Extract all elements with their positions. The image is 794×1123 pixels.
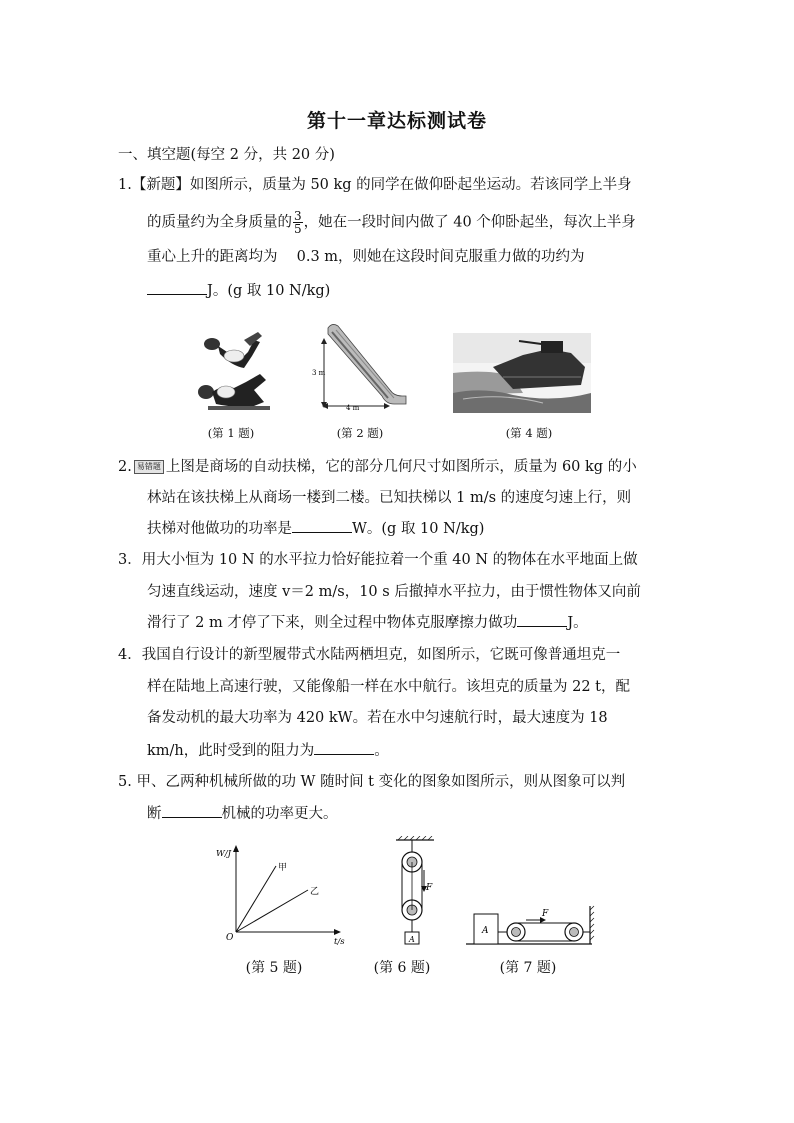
tank-figure [453,333,591,413]
situp-head-bottom [198,385,214,399]
graph-origin: O [226,933,234,943]
y-axis-arrow-icon [233,845,239,852]
horizontal-pulley-figure [462,900,602,950]
q4-line2: 样在陆地上高速行驶，又能像船一样在水中航行。该坦克的质量为 22 t，配 [147,679,630,695]
page-title: 第十一章达标测试卷 [306,110,487,132]
arrow-up-icon [321,338,327,344]
fraction-denominator: 5 [294,222,302,236]
q4-line4a: km/h，此时受到的阻力为 [147,743,315,759]
fig7-force-label: F [542,909,549,919]
answer-blank[interactable] [162,803,222,818]
escalator-handrail [332,332,388,398]
q5-line2 [147,803,338,824]
error-prone-badge: 易错题 [134,460,164,474]
q1-line4-text: J。(g 取 10 N/kg) [207,283,331,299]
fraction [293,210,303,235]
q2-number: 2. [118,459,132,475]
q4-line4b: 。 [374,743,389,759]
caption-fig2: (第 2 题) [336,426,384,440]
line-jia [236,866,276,932]
answer-blank[interactable] [517,612,567,627]
q3-line3a: 滑行了 2 m 才停了下来，则全过程中物体克服摩擦力做功 [147,615,518,631]
load-block-label: A [409,935,415,944]
arrow-right-icon [384,403,390,409]
block-a-label: A [482,926,489,936]
answer-blank[interactable] [314,740,374,755]
q2-line2: 林站在该扶梯上从商场一楼到二楼。已知扶梯以 1 m/s 的速度匀速上行，则 [147,490,632,506]
caption-fig4: (第 4 题) [505,426,553,440]
situp-shirt-top [224,350,244,362]
situp-mat [208,406,270,410]
graph-y-label: W/J [216,849,232,859]
width-label: 4 m [346,404,360,412]
q1-line2b: ，她在一段时间内做了 40 个仰卧起坐，每次上半身 [303,214,636,231]
escalator-figure [310,318,410,412]
tank-turret [541,341,563,353]
situp-figure [188,322,276,414]
escalator-body [328,324,406,404]
q2-line1 [118,457,637,477]
graph-x-label: t/s [334,937,345,947]
label-yi: 乙 [310,887,320,897]
q3-line2: 匀速直线运动，速度 v＝2 m/s，10 s 后撤掉水平拉力，由于惯性物体又向前 [147,584,641,600]
q5-line1: 5. 甲、乙两种机械所做的功 W 随时间 t 变化的图象如图所示，则从图象可以判 [118,774,626,790]
label-jia: 甲 [278,863,288,873]
q1-line2a: 的质量约为全身质量的 [147,214,292,231]
q2-line3b: W。(g 取 10 N/kg) [352,521,485,537]
q1-line2 [147,210,636,235]
q2-line1-text: 上图是商场的自动扶梯，它的部分几何尺寸如图所示，质量为 60 kg 的小 [165,459,637,475]
q5-line2a: 断 [147,806,162,822]
line-yi [236,890,308,932]
situp-head-top [204,338,220,350]
q5-line2b: 机械的功率更大。 [221,806,338,822]
q2-line3a: 扶梯对他做功的功率是 [147,521,292,537]
pulley-force-label: F [426,883,433,893]
q4-line3: 备发动机的最大功率为 420 kW。若在水中匀速航行时，最大速度为 18 [147,710,608,726]
q3-line3 [147,612,588,633]
movable-pulley-h-hub [512,928,521,937]
q3-line1: 3．用大小恒为 10 N 的水平拉力恰好能拉着一个重 40 N 的物体在水平地面上做 [118,552,638,568]
caption-fig6: (第 6 题) [373,960,431,976]
pulley-figure [390,836,440,948]
q1-line4 [147,280,330,301]
section-heading: 一、填空题(每空 2 分，共 20 分) [118,147,335,163]
escalator-steps [336,330,394,398]
height-label: 3 m [312,369,326,377]
q4-line4 [147,740,389,761]
q4-line1: 4．我国自行设计的新型履带式水陆两栖坦克，如图所示，它既可像普通坦克一 [118,647,621,663]
caption-fig1: (第 1 题) [207,426,255,440]
q2-line3 [147,518,484,539]
q1-line3: 重心上升的距离均为 0.3 m，则她在这段时间克服重力做的功约为 [147,249,585,265]
answer-blank[interactable] [292,518,352,533]
fraction-numerator: 3 [294,209,302,223]
work-time-graph [214,840,354,950]
caption-fig5: (第 5 题) [245,960,303,976]
caption-fig7: (第 7 题) [499,960,557,976]
x-axis-arrow-icon [334,929,341,935]
q1-line1: 1.【新题】如图所示，质量为 50 kg 的同学在做仰卧起坐运动。若该同学上半身 [118,177,632,193]
fixed-pulley-h-hub [570,928,579,937]
answer-blank[interactable] [147,280,207,295]
q3-line3b: J。 [567,615,588,631]
situp-shirt-bottom [217,386,235,398]
